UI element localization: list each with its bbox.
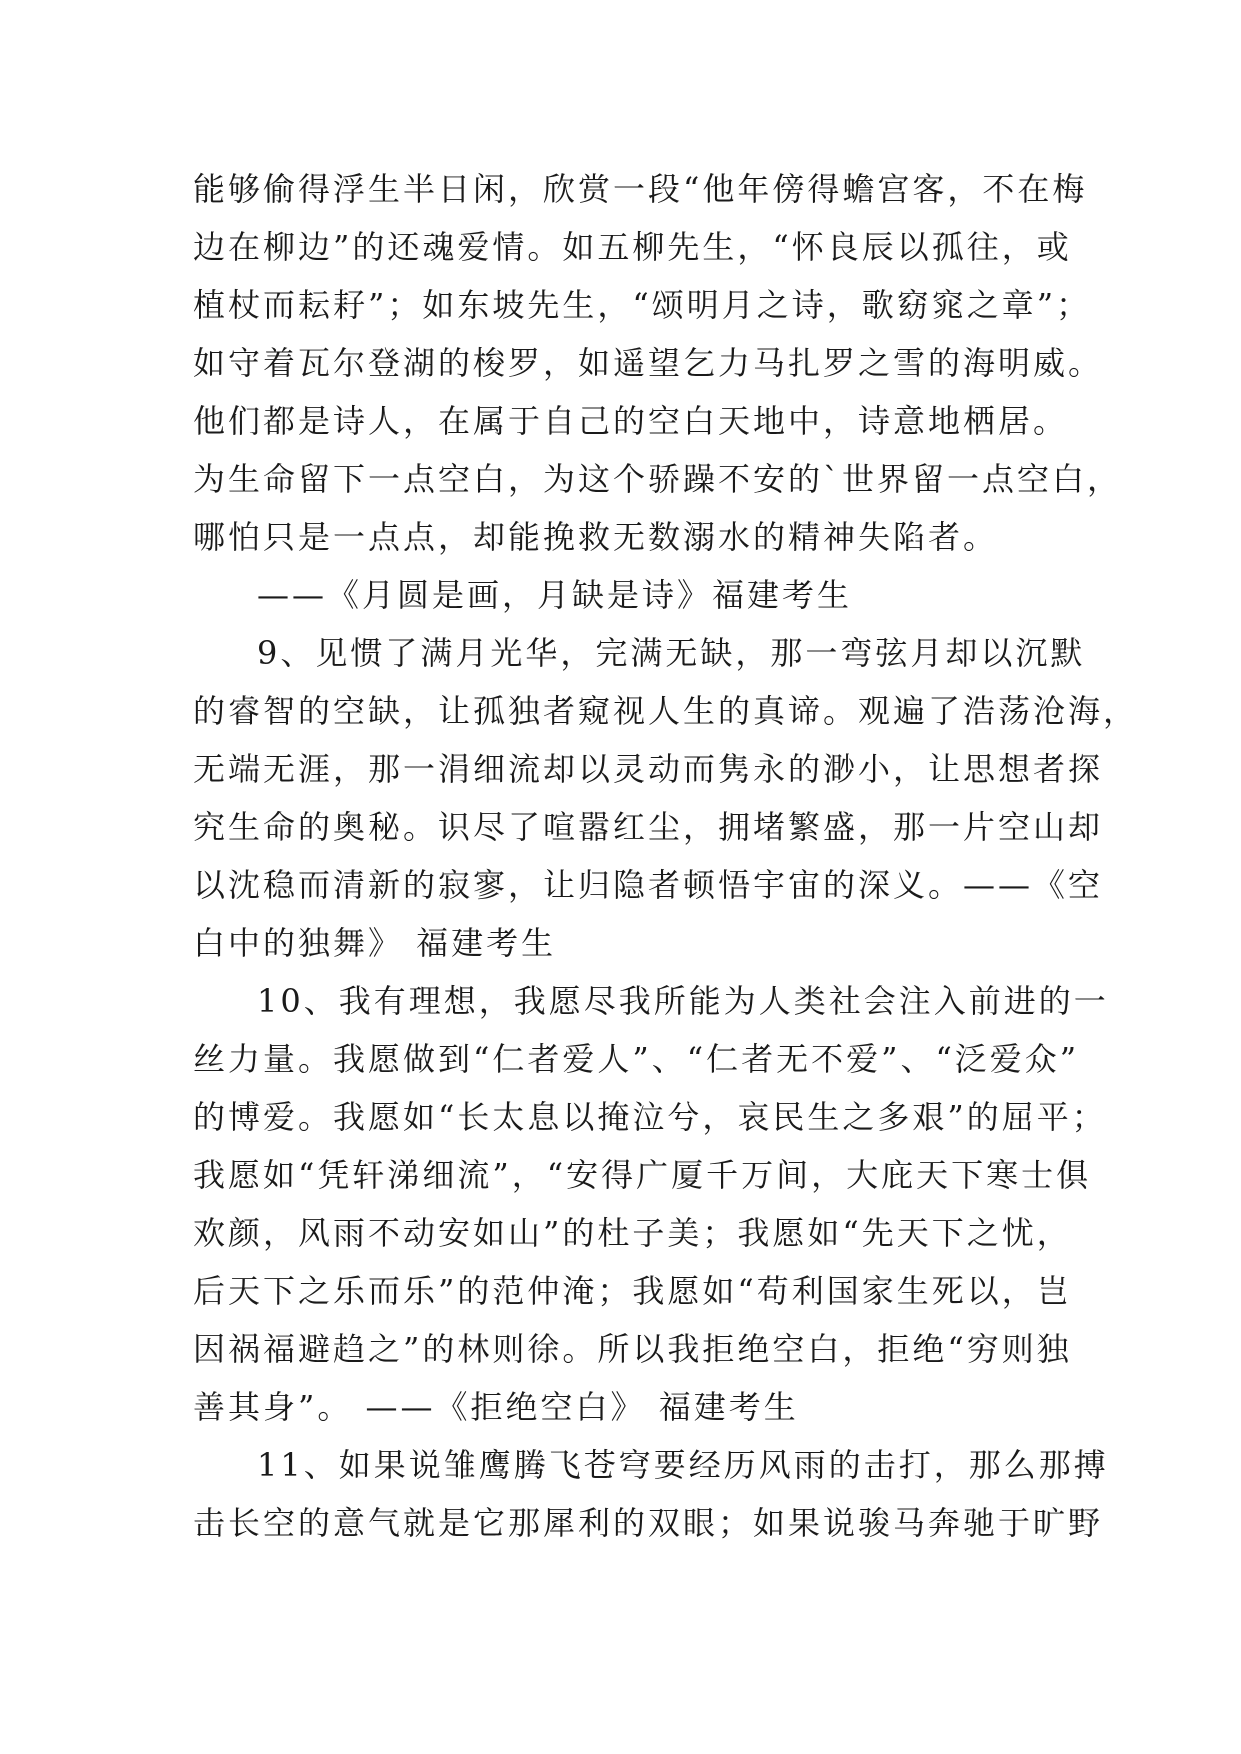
text-line: 植杖而耘耔”；如东坡先生，“颂明月之诗，歌窈窕之章”；: [193, 286, 1092, 324]
text-line: 11、如果说雏鹰腾飞苍穹要经历风雨的击打，那么那搏: [257, 1446, 1109, 1484]
text-line: 10、我有理想，我愿尽我所能为人类社会注入前进的一: [257, 982, 1109, 1020]
text-line: 他们都是诗人，在属于自己的空白天地中，诗意地栖居。: [193, 402, 1069, 440]
text-line: 白中的独舞》 福建考生: [193, 924, 557, 962]
text-line: 善其身”。 ——《拒绝空白》 福建考生: [193, 1388, 799, 1426]
text-line: 欢颜，风雨不动安如山”的杜子美；我愿如“先天下之忧，: [193, 1214, 1072, 1252]
text-line: 哪怕只是一点点，却能挽救无数溺水的精神失陷者。: [193, 518, 999, 556]
text-line: 击长空的意气就是它那犀利的双眼；如果说骏马奔驰于旷野: [193, 1504, 1104, 1542]
text-line: 丝力量。我愿做到“仁者爱人”、“仁者无不爱”、“泛爱众”: [193, 1040, 1080, 1078]
text-line: 我愿如“凭轩涕细流”，“安得广厦千万间，大庇天下寒士俱: [193, 1156, 1092, 1194]
text-line: 究生命的奥秘。识尽了喧嚣红尘，拥堵繁盛，那一片空山却: [193, 808, 1104, 846]
text-line: 能够偷得浮生半日闲，欣赏一段“他年傍得蟾宫客，不在梅: [193, 170, 1088, 208]
text-line: 为生命留下一点空白，为这个骄躁不安的`世界留一点空白，: [193, 460, 1123, 498]
text-line: 无端无涯，那一涓细流却以灵动而隽永的渺小，让思想者探: [193, 750, 1104, 788]
text-line: 因祸福避趋之”的林则徐。所以我拒绝空白，拒绝“穷则独: [193, 1330, 1072, 1368]
text-line: 边在柳边”的还魂爱情。如五柳先生，“怀良辰以孤往，或: [193, 228, 1072, 266]
text-line: 的睿智的空缺，让孤独者窥视人生的真谛。观遍了浩荡沧海，: [193, 692, 1139, 730]
text-line: 以沈稳而清新的寂寥，让归隐者顿悟宇宙的深义。——《空: [193, 866, 1104, 904]
text-line: 9、见惯了满月光华，完满无缺，那一弯弦月却以沉默: [257, 634, 1086, 672]
text-line: ——《月圆是画，月缺是诗》福建考生: [257, 576, 853, 614]
body-text: [193, 160, 1139, 1552]
text-line: 的博爱。我愿如“长太息以掩泣兮，哀民生之多艰”的屈平；: [193, 1098, 1107, 1136]
text-line: 如守着瓦尔登湖的梭罗，如遥望乞力马扎罗之雪的海明威。: [193, 344, 1104, 382]
text-line: 后天下之乐而乐”的范仲淹；我愿如“苟利国家生死以，岂: [193, 1272, 1072, 1310]
